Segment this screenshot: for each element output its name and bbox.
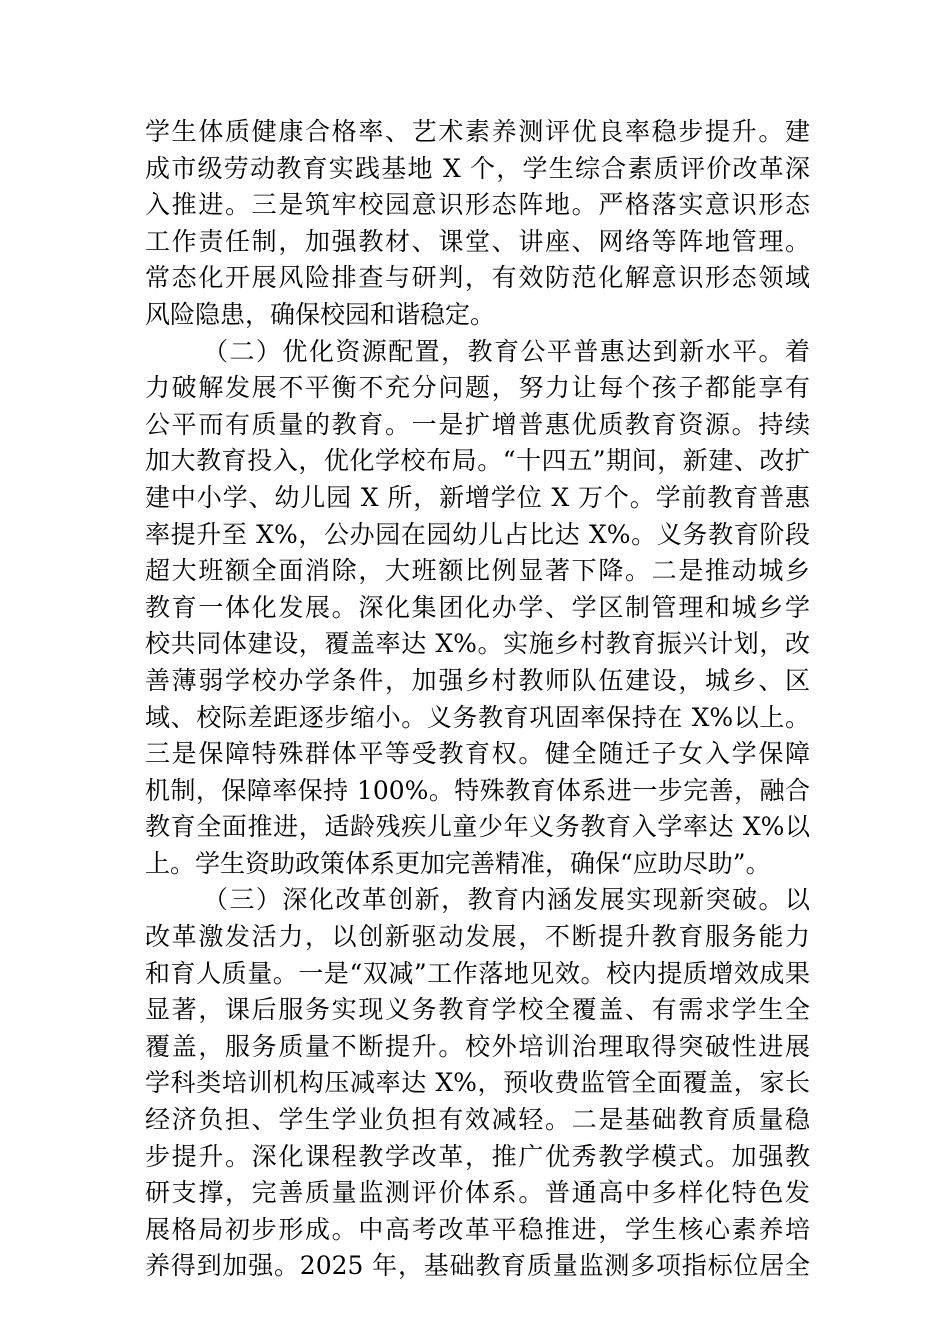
text-line: 加大教育投入，优化学校布局。“十四五”期间，新建、改扩 — [145, 446, 810, 476]
text-line: 显著，课后服务实现义务教育学校全覆盖、有需求学生全 — [145, 995, 810, 1025]
text-line: 养得到加强。2025 年，基础教育质量监测多项指标位居全 — [145, 1251, 810, 1281]
text-line: 和育人质量。一是“双减”工作落地见效。校内提质增效成果 — [145, 958, 810, 988]
text-line: 成市级劳动教育实践基地 X 个，学生综合素质评价改革深 — [145, 153, 810, 183]
text-line: 善薄弱学校办学条件，加强乡村教师队伍建设，城乡、区 — [145, 665, 810, 695]
text-line: 校共同体建设，覆盖率达 X%。实施乡村教育振兴计划，改 — [145, 629, 810, 659]
text-line: 常态化开展风险排查与研判，有效防范化解意识形态领域 — [145, 263, 810, 293]
text-line: 经济负担、学生学业负担有效减轻。二是基础教育质量稳 — [145, 1105, 810, 1135]
text-line: 超大班额全面消除，大班额比例显著下降。二是推动城乡 — [145, 556, 810, 586]
text-line: 教育一体化发展。深化集团化办学、学区制管理和城乡学 — [145, 592, 810, 622]
text-line: 公平而有质量的教育。一是扩增普惠优质教育资源。持续 — [145, 409, 810, 439]
text-line: 域、校际差距逐步缩小。义务教育巩固率保持在 X%以上。 — [145, 702, 810, 732]
text-line: 机制，保障率保持 100%。特殊教育体系进一步完善，融合 — [145, 775, 810, 805]
text-line: 学生体质健康合格率、艺术素养测评优良率稳步提升。建 — [145, 117, 810, 146]
text-line: 建中小学、幼儿园 X 所，新增学位 X 万个。学前教育普惠 — [145, 482, 810, 512]
section-heading-line: （二）优化资源配置，教育公平普惠达到新水平。着 — [203, 336, 810, 366]
text-line: 学科类培训机构压减率达 X%，预收费监管全面覆盖，家长 — [145, 1068, 810, 1098]
text-line: 工作责任制，加强教材、课堂、讲座、网络等阵地管理。 — [145, 226, 810, 256]
text-line: 教育全面推进，适龄残疾儿童少年义务教育入学率达 X%以 — [145, 812, 810, 842]
text-line: 率提升至 X%，公办园在园幼儿占比达 X%。义务教育阶段 — [145, 519, 810, 549]
text-line: 入推进。三是筑牢校园意识形态阵地。严格落实意识形态 — [145, 190, 810, 220]
text-line: 三是保障特殊群体平等受教育权。健全随迁子女入学保障 — [145, 739, 810, 769]
text-line: 研支撑，完善质量监测评价体系。普通高中多样化特色发 — [145, 1178, 810, 1208]
paragraph-end-line: 风险隐患，确保校园和谐稳定。 — [145, 299, 496, 329]
paragraph-end-line: 上。学生资助政策体系更加完善精准，确保“应助尽助”。 — [145, 848, 771, 878]
text-line: 步提升。深化课程教学改革，推广优秀教学模式。加强教 — [145, 1141, 810, 1171]
section-heading-line: （三）深化改革创新，教育内涵发展实现新突破。以 — [203, 885, 810, 915]
text-line: 力破解发展不平衡不充分问题，努力让每个孩子都能享有 — [145, 373, 810, 403]
text-line: 展格局初步形成。中高考改革平稳推进，学生核心素养培 — [145, 1214, 810, 1244]
body-text — [145, 114, 810, 1285]
text-line: 改革激发活力，以创新驱动发展，不断提升教育服务能力 — [145, 922, 810, 952]
text-line: 覆盖，服务质量不断提升。校外培训治理取得突破性进展 — [145, 1031, 810, 1061]
